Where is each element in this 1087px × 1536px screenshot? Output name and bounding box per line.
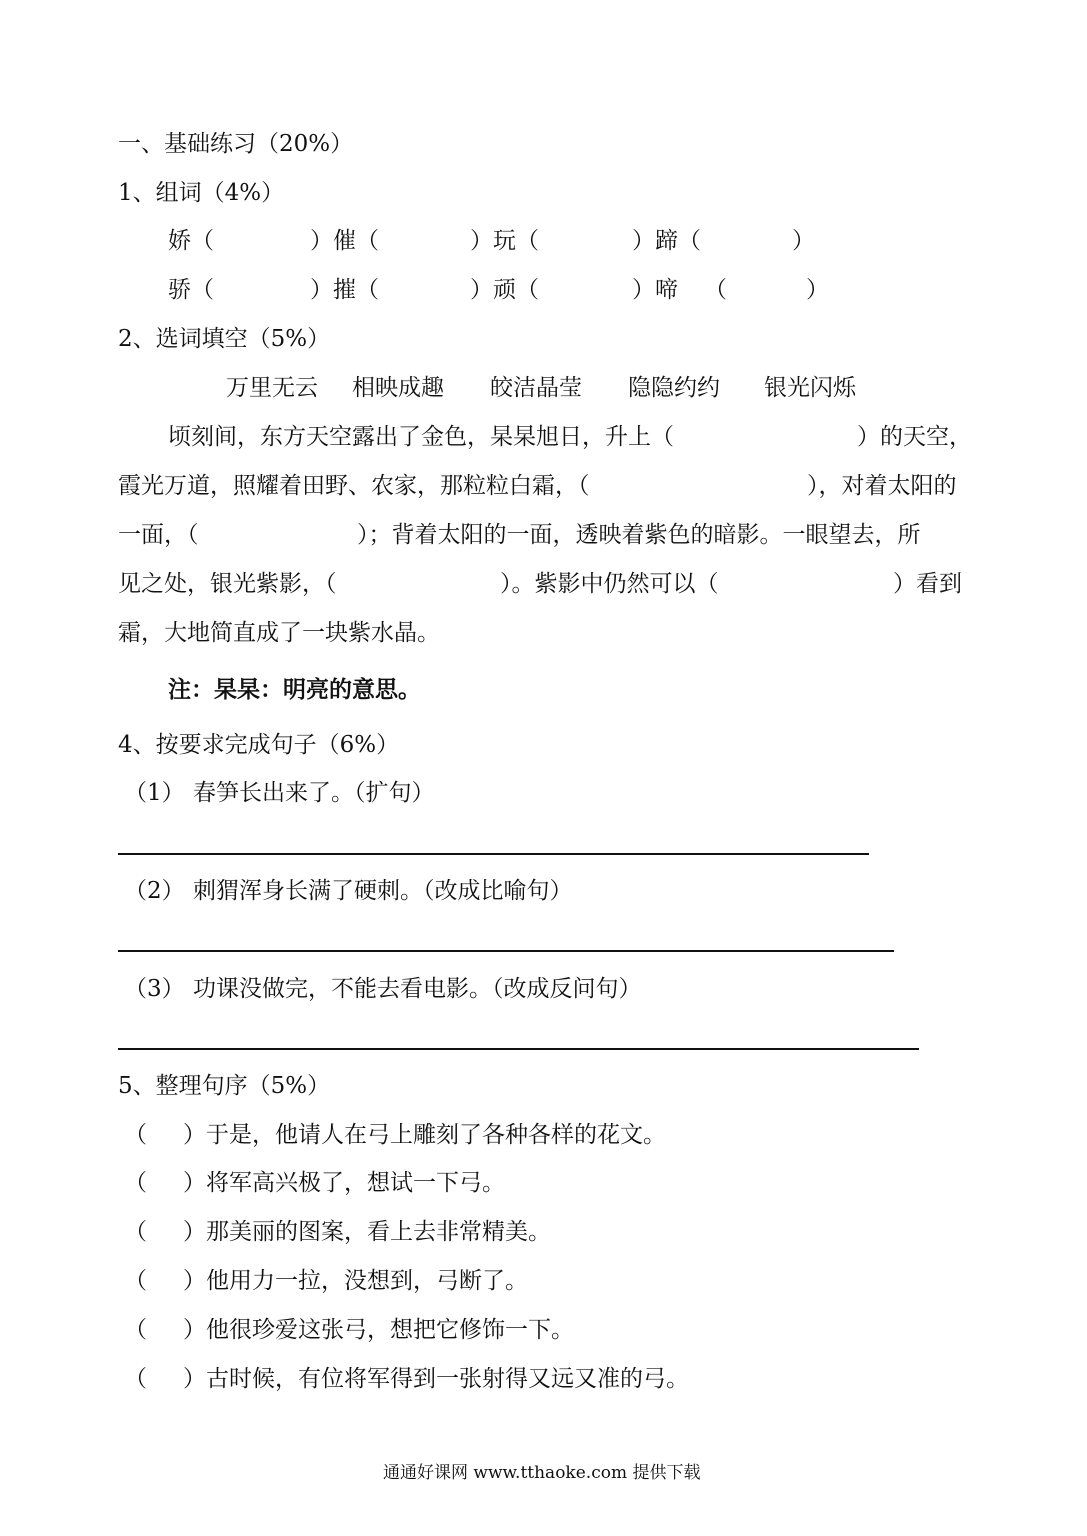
q2-note: 注：杲杲：明亮的意思。: [168, 677, 421, 703]
q4-item-number: （2）: [124, 878, 185, 904]
q1-cell: ）顽（: [470, 277, 539, 303]
q5-title: 5、整理句序（5%）: [118, 1073, 331, 1099]
order-blank-open: （: [124, 1122, 147, 1148]
passage-text: 一面，（: [118, 522, 199, 548]
q1-cell: ）摧（: [310, 277, 379, 303]
word-option: 万里无云: [226, 375, 318, 401]
order-item: ）那美丽的图案，看上去非常精美。: [183, 1219, 551, 1245]
q1-cell: ）催（: [310, 228, 379, 254]
q1-cell: ）玩（: [470, 228, 539, 254]
order-item: ）古时候，有位将军得到一张射得又远又准的弓。: [183, 1366, 689, 1392]
q1-cell: ）: [792, 228, 815, 254]
order-blank-open: （: [124, 1219, 147, 1245]
answer-line[interactable]: [118, 950, 894, 952]
word-option: 相映成趣: [352, 375, 444, 401]
q4-item-number: （1）: [124, 780, 185, 806]
passage-text: 霞光万道，照耀着田野、农家，那粒粒白霜，（: [118, 473, 590, 499]
q4-item-text: 刺猬浑身长满了硬刺。（改成比喻句）: [193, 878, 573, 904]
passage-text: ），对着太阳的: [807, 473, 957, 499]
section-title: 一、基础练习（20%）: [118, 131, 354, 157]
order-blank-open: （: [124, 1170, 147, 1196]
q1-cell: （: [704, 277, 727, 303]
q1-cell: 娇（: [168, 228, 214, 254]
passage-text: 见之处，银光紫影，（: [118, 571, 337, 597]
word-option: 皎洁晶莹: [490, 375, 582, 401]
q1-title: 1、组词（4%）: [118, 180, 285, 206]
q1-cell: 骄（: [168, 277, 214, 303]
order-item: ）他用力一拉，没想到，弓断了。: [183, 1268, 528, 1294]
q1-cell: ）啼: [632, 277, 678, 303]
passage-text: 霜，大地简直成了一块紫水晶。: [118, 620, 440, 646]
word-option: 隐隐约约: [628, 375, 720, 401]
answer-line[interactable]: [118, 1048, 919, 1050]
passage-text: ）的天空，: [857, 424, 972, 450]
q4-item-text: 春笋长出来了。（扩句）: [193, 780, 435, 806]
order-item: ）于是，他请人在弓上雕刻了各种各样的花文。: [183, 1122, 666, 1148]
q4-title: 4、按要求完成句子（6%）: [118, 732, 400, 758]
order-item: ）他很珍爱这张弓，想把它修饰一下。: [183, 1317, 574, 1343]
passage-text: ）；背着太阳的一面，透映着紫色的暗影。一眼望去，所: [357, 522, 921, 548]
order-blank-open: （: [124, 1268, 147, 1294]
order-blank-open: （: [124, 1317, 147, 1343]
q1-cell: ）蹄（: [632, 228, 701, 254]
answer-line[interactable]: [118, 853, 869, 855]
order-blank-open: （: [124, 1366, 147, 1392]
q2-title: 2、选词填空（5%）: [118, 326, 331, 352]
page-footer: 通通好课网 www.tthaoke.com 提供下载: [383, 1463, 701, 1483]
passage-text: ）看到: [893, 571, 962, 597]
q1-cell: ）: [806, 277, 829, 303]
passage-text: ）。紫影中仍然可以（: [500, 571, 719, 597]
passage-text: 顷刻间，东方天空露出了金色，杲杲旭日，升上（: [168, 424, 674, 450]
q4-item-number: （3）: [124, 976, 185, 1002]
word-option: 银光闪烁: [764, 375, 856, 401]
order-item: ）将军高兴极了，想试一下弓。: [183, 1170, 505, 1196]
q4-item-text: 功课没做完，不能去看电影。（改成反问句）: [193, 976, 642, 1002]
